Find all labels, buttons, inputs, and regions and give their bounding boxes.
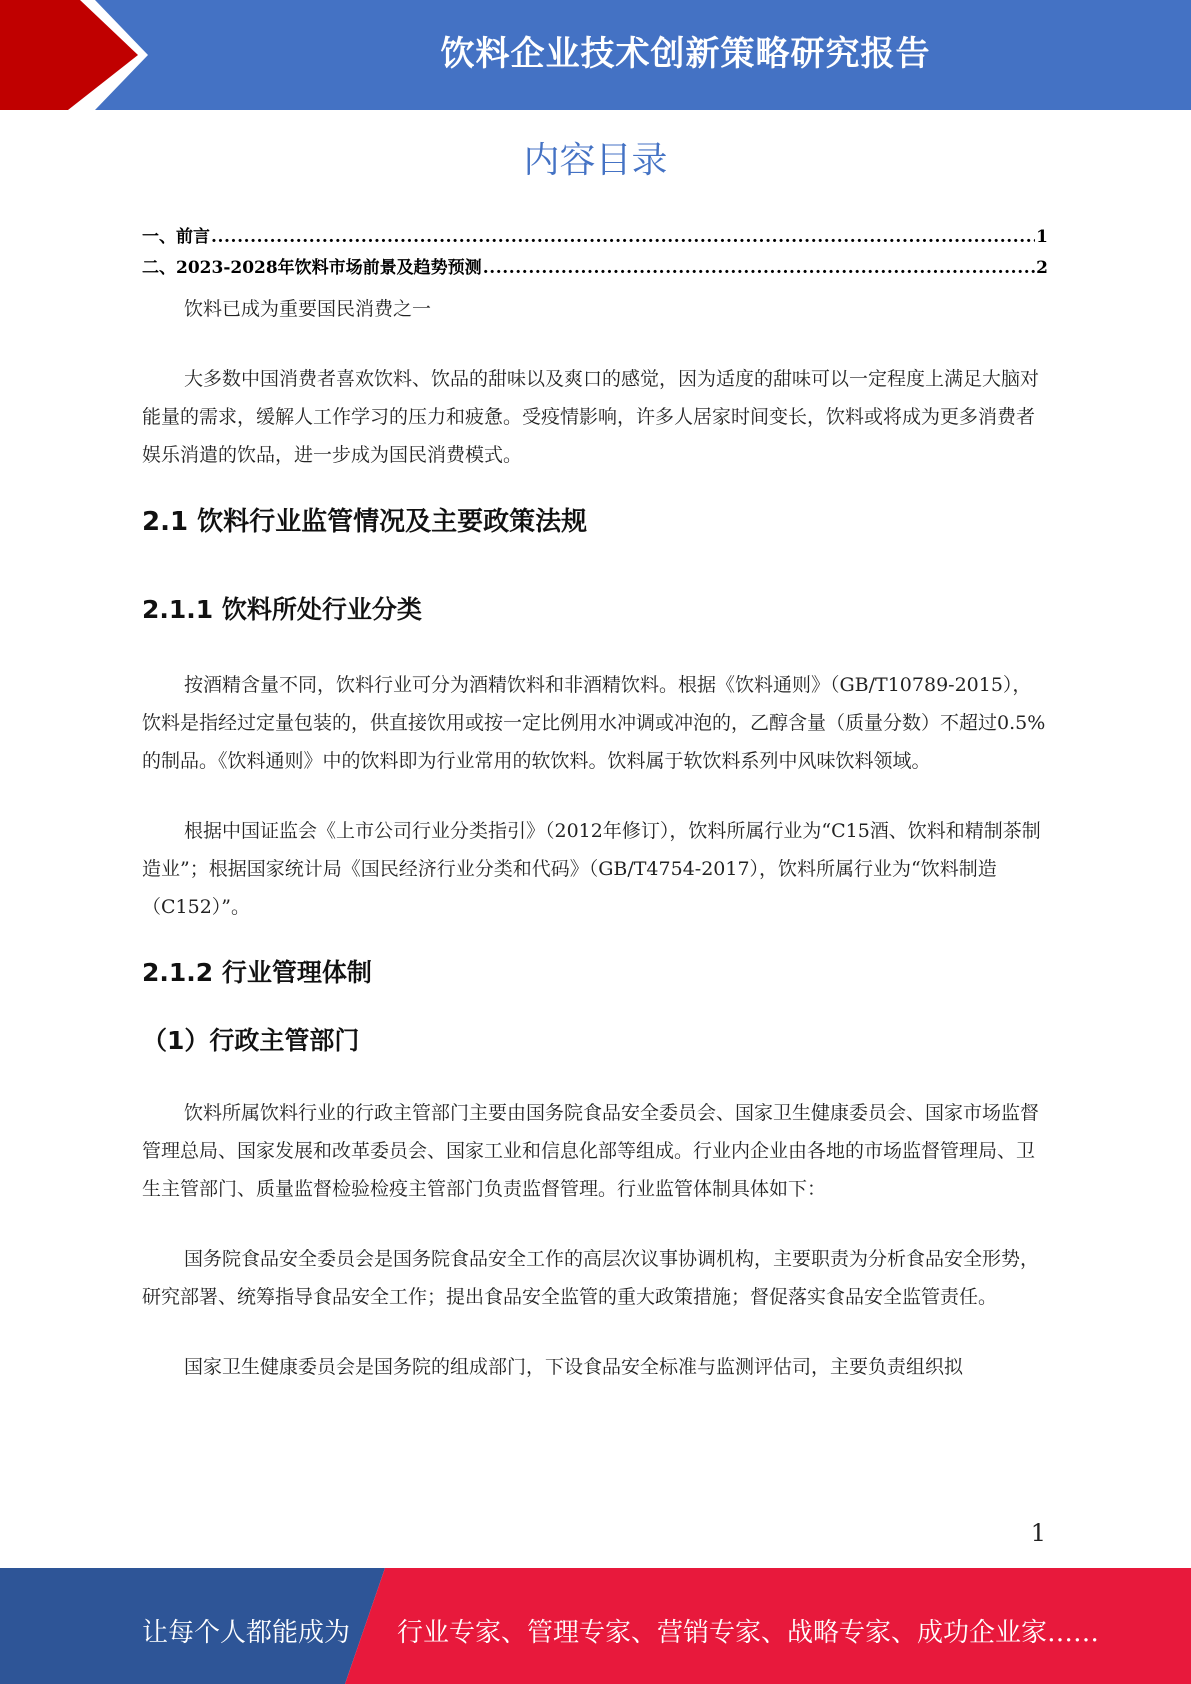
subsection-heading: （1）行政主管部门 [142, 1026, 360, 1055]
header-banner [0, 0, 1191, 110]
toc-entry[interactable] [142, 253, 1048, 284]
toc-heading: 内容目录 [523, 140, 668, 181]
table-of-contents [142, 222, 1048, 284]
main-content [142, 290, 1048, 1386]
paragraph: 国家卫生健康委员会是国务院的组成部门，下设食品安全标准与监测评估司，主要负责组织拟 [184, 1356, 964, 1378]
paragraph: 大多数中国消费者喜欢饮料、饮品的甜味以及爽口的感觉，因为适度的甜味可以一定程度上满足大脑对能量的需求，缓解人工作学习的压力和疲惫。受疫情影响，许多人居家时间变长，饮料或将成为更多消费者娱乐消遣的饮品，进一步成为国民消费模式。 [142, 368, 1040, 466]
section-heading-2-1: 2.1 饮料行业监管情况及主要政策法规 [142, 507, 588, 537]
toc-leader-dots [483, 258, 1035, 278]
section-heading-2-1-1: 2.1.1 饮料所处行业分类 [142, 595, 422, 624]
toc-entry-page: 2 [1036, 258, 1048, 278]
paragraph: 饮料所属饮料行业的行政主管部门主要由国务院食品安全委员会、国家卫生健康委员会、国家市场监督管理总局、国家发展和改革委员会、国家工业和信息化部等组成。行业内企业由各地的市场监督管理局、卫生主管部门、质量监督检验检疫主管部门负责监督管理。行业监管体制具体如下： [142, 1102, 1040, 1200]
paragraph: 国务院食品安全委员会是国务院食品安全工作的高层次议事协调机构，主要职责为分析食品安全形势，研究部署、统筹指导食品安全工作；提出食品安全监管的重大政策措施；督促落实食品安全监管责任。 [142, 1248, 1040, 1308]
report-title: 饮料企业技术创新策略研究报告 [440, 34, 931, 74]
toc-entry-page: 1 [1036, 227, 1048, 247]
toc-entry-label: 一、前言 [142, 227, 210, 247]
paragraph: 饮料已成为重要国民消费之一 [184, 298, 432, 320]
footer-slogan-right: 行业专家、管理专家、营销专家、战略专家、成功企业家…… [397, 1618, 1100, 1648]
toc-entry[interactable] [142, 222, 1048, 253]
paragraph: 按酒精含量不同，饮料行业可分为酒精饮料和非酒精饮料。根据《饮料通则》（GB/T10789-2015），饮料是指经过定量包装的，供直接饮用或按一定比例用水冲调或冲泡的，乙醇含量（质量分数）不超过0.5%的制品。《饮料通则》中的饮料即为行业常用的软饮料。饮料属于软饮料系列中风味饮料领域。 [142, 674, 1046, 772]
paragraph: 根据中国证监会《上市公司行业分类指引》（2012年修订），饮料所属行业为“C15酒、饮料和精制茶制造业”；根据国家统计局《国民经济行业分类和代码》（GB/T4754-2017），饮料所属行业为“饮料制造（C152）”。 [142, 820, 1041, 918]
page-number: 1 [1030, 1519, 1046, 1547]
footer-banner [0, 1568, 1191, 1684]
footer-slogan-left: 让每个人都能成为 [142, 1618, 351, 1648]
toc-entry-label: 二、2023-2028年饮料市场前景及趋势预测 [142, 258, 482, 278]
toc-leader-dots [211, 227, 1035, 247]
section-heading-2-1-2: 2.1.2 行业管理体制 [142, 958, 372, 987]
